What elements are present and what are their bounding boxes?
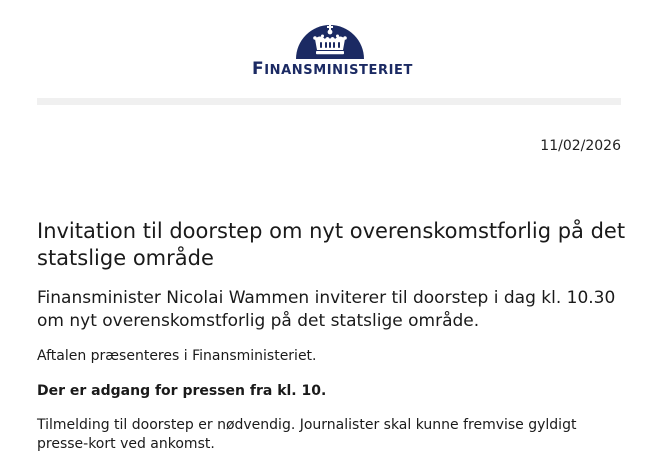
header-divider	[37, 98, 621, 105]
article-paragraph: Tilmelding til doorstep er nødvendig. Journalister skal kunne fremvise gyldigt presse-kort ved ankomst.	[37, 417, 577, 452]
wordmark-rest: INANSMINISTERIET	[264, 63, 414, 78]
article-lead: Finansminister Nicolai Wammen inviterer til doorstep i dag kl. 10.30 om nyt overenskomstforlig på det statslige område.	[37, 288, 616, 331]
article-paragraph: Aftalen præsenteres i Finansministeriet.	[37, 348, 317, 364]
article-title: Invitation til doorstep om nyt overenskomstforlig på det statslige område	[37, 219, 626, 270]
ministry-wordmark	[0, 58, 665, 82]
header	[0, 0, 665, 96]
crown-icon	[294, 21, 366, 59]
wordmark-initial: F	[251, 59, 265, 79]
article-paragraph-bold: Der er adgang for pressen fra kl. 10.	[37, 383, 327, 399]
publish-date: 11/02/2026	[540, 138, 621, 154]
article-body	[37, 218, 627, 454]
